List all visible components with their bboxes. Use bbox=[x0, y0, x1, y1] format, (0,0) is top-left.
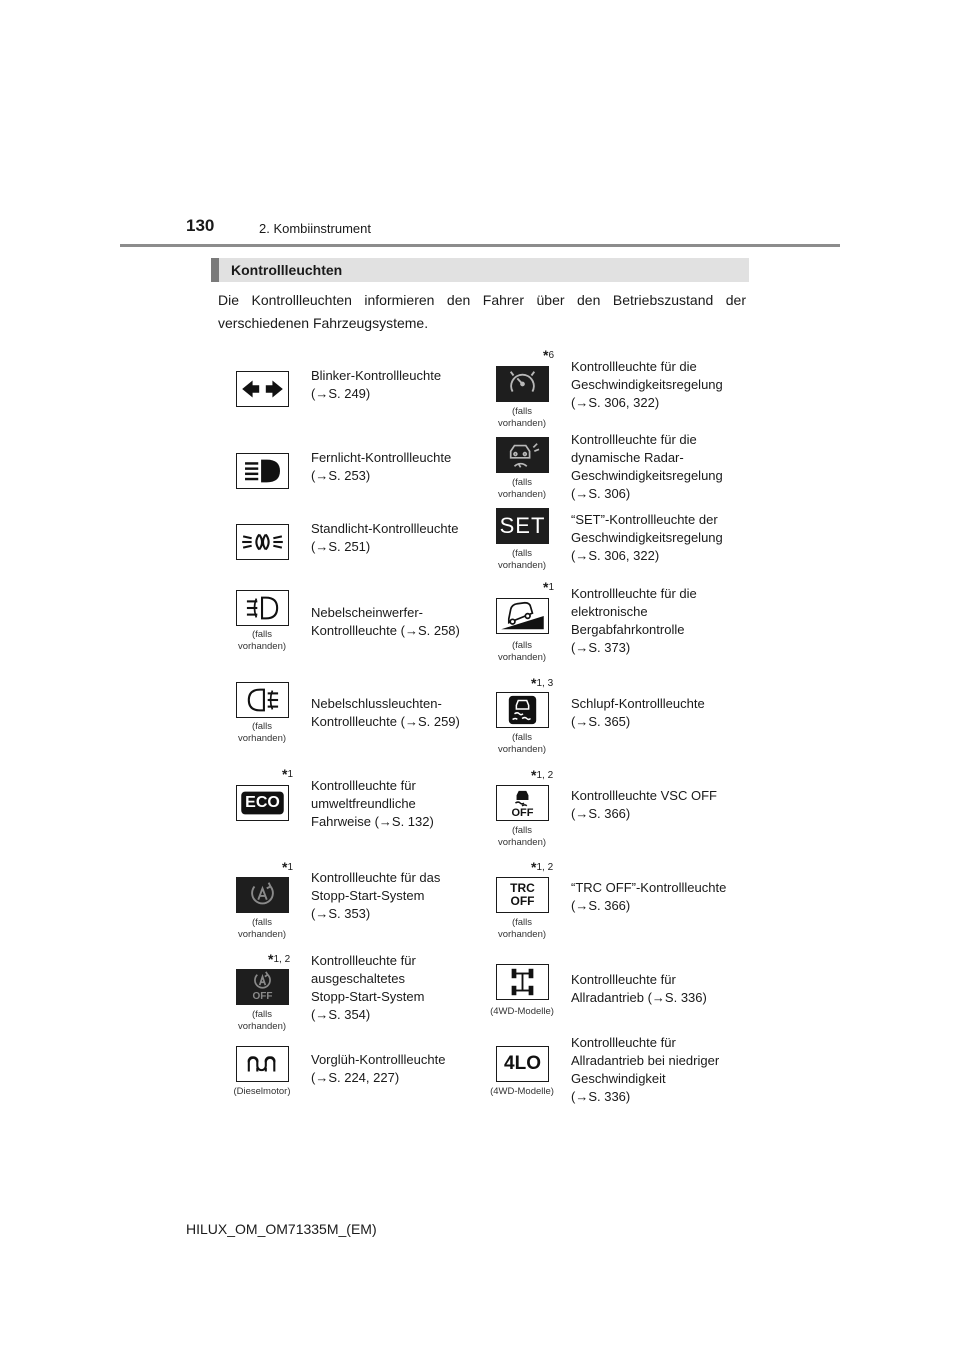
indicator-description: Kontrollleuchte für ausgeschaltetes Stopp-Start-System (→S. 354) bbox=[311, 953, 425, 1022]
trc-off-icon bbox=[496, 877, 549, 913]
indicator-description: Kontrollleuchte für die dynamische Radar- Geschwindigkeitsregelung (→S. 306) bbox=[571, 432, 723, 501]
vsc-off-icon bbox=[496, 785, 549, 821]
availability-note: (falls vorhanden) bbox=[237, 721, 287, 744]
icon-label-line: OFF bbox=[510, 894, 535, 908]
footer-code: HILUX_OM_OM71335M_(EM) bbox=[186, 1221, 377, 1237]
icon-label: SET bbox=[499, 513, 546, 538]
availability-note: (Dieselmotor) bbox=[233, 1086, 291, 1097]
availability-note: (4WD-Modelle) bbox=[490, 1006, 554, 1017]
set-icon bbox=[496, 508, 549, 544]
indicator-description: “TRC OFF”-Kontrollleuchte (→S. 366) bbox=[571, 880, 727, 913]
stop-start-off-icon bbox=[236, 969, 289, 1005]
availability-note: (falls vorhanden) bbox=[497, 825, 547, 848]
availability-note: (falls vorhanden) bbox=[497, 406, 547, 429]
availability-note: (falls vorhanden) bbox=[497, 548, 547, 571]
indicator-description: Kontrollleuchte für Allradantrieb bei niedriger Geschwindigkeit (→S. 336) bbox=[571, 1035, 720, 1104]
indicator-description: Kontrollleuchte für die elektronische Bergabfahrkontrolle (→S. 373) bbox=[571, 586, 697, 655]
icon-label bbox=[497, 878, 548, 912]
footnote-marker: *6 bbox=[543, 347, 555, 363]
footnote-marker: *1 bbox=[282, 859, 294, 875]
cruise-control-icon bbox=[496, 366, 549, 402]
availability-note: (4WD-Modelle) bbox=[490, 1086, 554, 1097]
footnote-marker: *1, 2 bbox=[531, 767, 554, 783]
indicator-description: Kontrollleuchte für umweltfreundliche Fahrweise (→S. 132) bbox=[311, 778, 434, 829]
glow-plug-icon bbox=[236, 1046, 289, 1082]
radar-cruise-icon bbox=[496, 437, 549, 473]
availability-note: (falls vorhanden) bbox=[237, 917, 287, 940]
section-header bbox=[211, 258, 749, 282]
four-wheel-drive-icon bbox=[496, 964, 549, 1000]
availability-note: (falls vorhanden) bbox=[237, 1009, 287, 1032]
indicator-description: Kontrollleuchte für das Stopp-Start-System (→S. 353) bbox=[311, 870, 441, 921]
indicator-description: Vorglüh-Kontrollleuchte (→S. 224, 227) bbox=[311, 1052, 446, 1085]
indicator-description: Kontrollleuchte VSC OFF (→S. 366) bbox=[571, 788, 717, 821]
section-intro: Die Kontrollleuchten informieren den Fahrer über den Betriebszustand der verschiedenen Fahrzeugsysteme. bbox=[218, 292, 746, 331]
icon-label-line: TRC bbox=[510, 881, 535, 895]
page-number: 130 bbox=[186, 216, 215, 235]
indicator-description: Blinker-Kontrollleuchte (→S. 249) bbox=[311, 368, 442, 401]
icon-label: OFF bbox=[252, 991, 273, 1002]
chapter-title: 2. Kombiinstrument bbox=[259, 221, 371, 236]
section-title: Kontrollleuchten bbox=[231, 262, 343, 278]
footnote-marker: *1 bbox=[543, 579, 555, 595]
high-beam-icon bbox=[236, 453, 289, 489]
eco-icon bbox=[236, 785, 289, 821]
header-rule bbox=[120, 244, 840, 247]
availability-note: (falls vorhanden) bbox=[497, 640, 547, 663]
stop-start-icon bbox=[236, 877, 289, 913]
indicator-description: Nebelschlussleuchten- Kontrollleuchte (→S. 259) bbox=[311, 696, 460, 729]
footnote-marker: *1, 2 bbox=[268, 951, 291, 967]
indicator-description: Fernlicht-Kontrollleuchte (→S. 253) bbox=[311, 450, 452, 483]
indicator-description: Kontrollleuchte für Allradantrieb (→S. 336) bbox=[571, 972, 707, 1005]
icon-label: 4LO bbox=[504, 1053, 541, 1074]
indicator-description: Nebelscheinwerfer- Kontrollleuchte (→S. 258) bbox=[311, 605, 460, 638]
availability-note: (falls vorhanden) bbox=[237, 629, 287, 652]
indicator-description: Standlicht-Kontrollleuchte (→S. 251) bbox=[311, 521, 459, 554]
icon-label: ECO bbox=[245, 794, 280, 811]
footnote-marker: *1, 2 bbox=[531, 859, 554, 875]
indicator-description: “SET”-Kontrollleuchte der Geschwindigkeitsregelung (→S. 306, 322) bbox=[571, 512, 723, 563]
footnote-marker: *1 bbox=[282, 766, 294, 782]
indicator-description: Kontrollleuchte für die Geschwindigkeitsregelung (→S. 306, 322) bbox=[571, 359, 723, 410]
icon-label: OFF bbox=[511, 807, 534, 819]
availability-note: (falls vorhanden) bbox=[497, 917, 547, 940]
rear-fog-icon bbox=[236, 682, 289, 718]
slip-indicator-icon bbox=[496, 692, 549, 728]
footnote-marker: *1, 3 bbox=[531, 675, 554, 691]
indicator-description: Schlupf-Kontrollleuchte (→S. 365) bbox=[571, 696, 705, 729]
turn-signal-icon bbox=[236, 371, 289, 407]
tail-light-icon bbox=[236, 524, 289, 560]
availability-note: (falls vorhanden) bbox=[497, 732, 547, 755]
front-fog-icon bbox=[236, 590, 289, 626]
downhill-assist-icon bbox=[496, 598, 549, 634]
four-lo-icon bbox=[496, 1046, 549, 1082]
availability-note: (falls vorhanden) bbox=[497, 477, 547, 500]
